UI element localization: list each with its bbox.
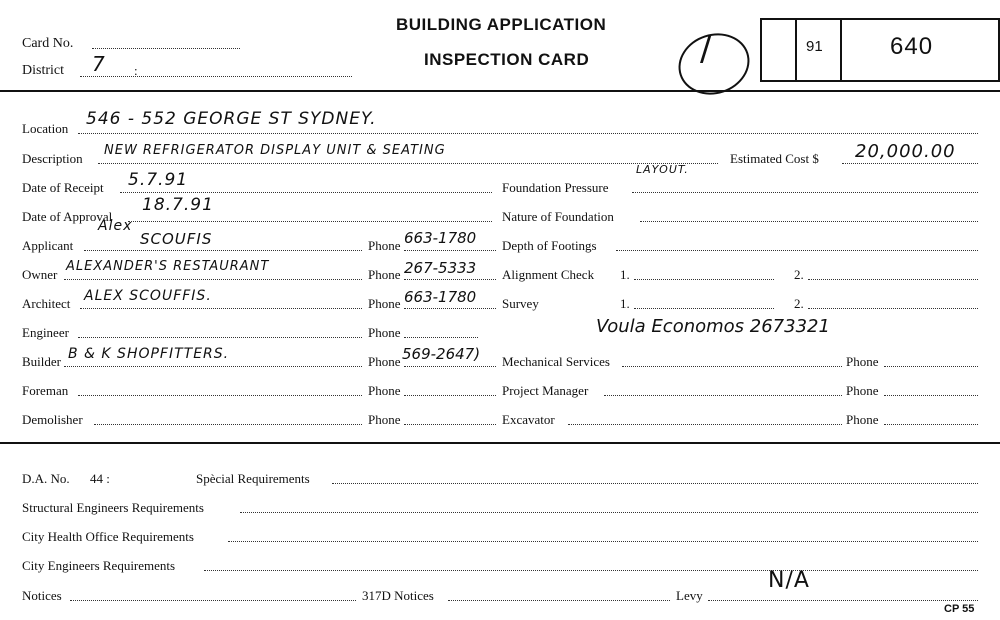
applicant-field[interactable]	[84, 250, 362, 251]
builder-phone-label: Phone	[368, 354, 401, 369]
applicant-phone-field[interactable]	[404, 250, 496, 251]
date-approval-value: 18.7.91	[142, 195, 214, 215]
applicant-phone-label: Phone	[368, 238, 401, 253]
description-label: Description	[22, 151, 83, 166]
notices-field[interactable]	[70, 600, 356, 601]
owner-label: Owner	[22, 267, 58, 282]
form-code: CP 55	[944, 603, 975, 615]
survey-1-label: 1.	[620, 296, 630, 311]
alignment-check-label: Alignment Check	[502, 267, 595, 282]
mechanical-services-field[interactable]	[622, 366, 842, 367]
location-label: Location	[22, 121, 69, 136]
owner-field[interactable]	[64, 279, 362, 280]
architect-value: ALEX SCOUFFIS.	[84, 288, 212, 304]
alignment-2-label: 2.	[794, 267, 804, 282]
foreman-label: Foreman	[22, 383, 69, 398]
engineer-label: Engineer	[22, 325, 69, 340]
survey-2-label: 2.	[794, 296, 804, 311]
city-health-field[interactable]	[228, 541, 978, 542]
date-approval-label: Date of Approval	[22, 209, 113, 224]
alignment-1-label: 1.	[620, 267, 630, 282]
date-receipt-field[interactable]	[120, 192, 492, 193]
foreman-phone-label: Phone	[368, 383, 401, 398]
builder-label: Builder	[22, 354, 61, 369]
depth-footings-label: Depth of Footings	[502, 238, 597, 253]
foundation-pressure-label: Foundation Pressure	[502, 180, 609, 195]
architect-phone-label: Phone	[368, 296, 401, 311]
architect-phone-field[interactable]	[404, 308, 496, 309]
engineer-phone-label: Phone	[368, 325, 401, 340]
project-manager-phone-label: Phone	[846, 383, 879, 398]
owner-phone-field[interactable]	[404, 279, 496, 280]
foundation-pressure-field[interactable]	[632, 192, 978, 193]
district-colon: :	[134, 63, 138, 78]
box-small-number: 91	[806, 38, 823, 55]
estimated-cost-label: Estimated Cost $	[730, 151, 819, 166]
mechanical-services-label: Mechanical Services	[502, 354, 610, 369]
mechanical-phone-label: Phone	[846, 354, 879, 369]
city-engineers-label: City Engineers Requirements	[22, 558, 176, 573]
survey-2-field[interactable]	[808, 308, 978, 309]
notices-label: Notices	[22, 588, 62, 603]
box-divider-2	[840, 18, 842, 80]
excavator-phone-label: Phone	[846, 412, 879, 427]
date-receipt-value: 5.7.91	[128, 170, 189, 190]
alignment-2-field[interactable]	[808, 279, 978, 280]
owner-phone-label: Phone	[368, 267, 401, 282]
architect-label: Architect	[22, 296, 71, 311]
da-no-value: 44 :	[90, 471, 110, 486]
project-manager-label: Project Manager	[502, 383, 589, 398]
owner-value: ALEXANDER'S RESTAURANT	[66, 259, 270, 274]
excavator-label: Excavator	[502, 412, 555, 427]
box-divider-1	[795, 18, 797, 80]
survey-1-field[interactable]	[634, 308, 774, 309]
description-field[interactable]	[98, 163, 718, 164]
excavator-phone-field[interactable]	[884, 424, 978, 425]
levy-value: N/A	[768, 568, 810, 593]
circled-mark-text: /	[700, 29, 713, 69]
nature-foundation-field[interactable]	[640, 221, 978, 222]
city-health-label: City Health Office Requirements	[22, 529, 194, 544]
estimated-cost-field[interactable]	[842, 163, 978, 164]
district-field[interactable]	[80, 76, 352, 77]
description-value-cont: LAYOUT.	[636, 163, 689, 176]
card-no-label: Card No.	[22, 36, 74, 51]
notices-317d-label: 317D Notices	[362, 588, 434, 603]
da-no-label: D.A. No.	[22, 471, 70, 486]
foreman-field[interactable]	[78, 395, 362, 396]
nature-foundation-label: Nature of Foundation	[502, 209, 614, 224]
notices-317d-field[interactable]	[448, 600, 670, 601]
architect-field[interactable]	[80, 308, 362, 309]
alignment-1-field[interactable]	[634, 279, 774, 280]
demolisher-label: Demolisher	[22, 412, 83, 427]
owner-phone-value: 267-5333	[404, 259, 477, 277]
levy-label: Levy	[676, 588, 703, 603]
district-value: 7	[92, 52, 106, 76]
foreman-phone-field[interactable]	[404, 395, 496, 396]
card-no-field[interactable]	[92, 48, 240, 49]
demolisher-phone-field[interactable]	[404, 424, 496, 425]
special-requirements-label: Spècial Requirements	[196, 471, 310, 486]
demolisher-field[interactable]	[94, 424, 362, 425]
builder-field[interactable]	[64, 366, 362, 367]
builder-phone-field[interactable]	[404, 366, 496, 367]
district-label: District	[22, 63, 64, 78]
mechanical-phone-field[interactable]	[884, 366, 978, 367]
location-field[interactable]	[78, 133, 978, 134]
date-approval-field[interactable]	[128, 221, 492, 222]
structural-engineers-label: Structural Engineers Requirements	[22, 500, 204, 515]
form-title-line1: BUILDING APPLICATION	[396, 15, 607, 34]
project-manager-phone-field[interactable]	[884, 395, 978, 396]
excavator-field[interactable]	[568, 424, 842, 425]
project-manager-field[interactable]	[604, 395, 842, 396]
form-title-line2: INSPECTION CARD	[424, 50, 590, 69]
applicant-label: Applicant	[22, 238, 74, 253]
engineer-field[interactable]	[78, 337, 362, 338]
applicant-value-last: SCOUFIS	[140, 230, 213, 248]
estimated-cost-value: 20,000.00	[855, 141, 956, 162]
special-requirements-field[interactable]	[332, 483, 978, 484]
builder-value: B & K SHOPFITTERS.	[68, 346, 230, 362]
city-engineers-field[interactable]	[204, 570, 978, 571]
date-receipt-label: Date of Receipt	[22, 180, 104, 195]
applicant-phone-value: 663-1780	[404, 229, 477, 247]
demolisher-phone-label: Phone	[368, 412, 401, 427]
section-rule	[0, 442, 1000, 444]
handwritten-contact-note: Voula Economos 2673321	[596, 316, 830, 337]
builder-phone-value: 569-2647)	[402, 345, 481, 363]
architect-phone-value: 663-1780	[404, 288, 477, 306]
survey-label: Survey	[502, 296, 539, 311]
location-value: 546 - 552 GEORGE ST SYDNEY.	[86, 109, 377, 129]
applicant-value-first: Alex	[98, 218, 133, 234]
description-value: NEW REFRIGERATOR DISPLAY UNIT & SEATING	[104, 143, 446, 158]
depth-footings-field[interactable]	[616, 250, 978, 251]
structural-engineers-field[interactable]	[240, 512, 978, 513]
levy-field[interactable]	[708, 600, 978, 601]
header-rule	[0, 90, 1000, 92]
engineer-phone-field[interactable]	[404, 337, 478, 338]
box-large-number: 640	[890, 33, 934, 60]
